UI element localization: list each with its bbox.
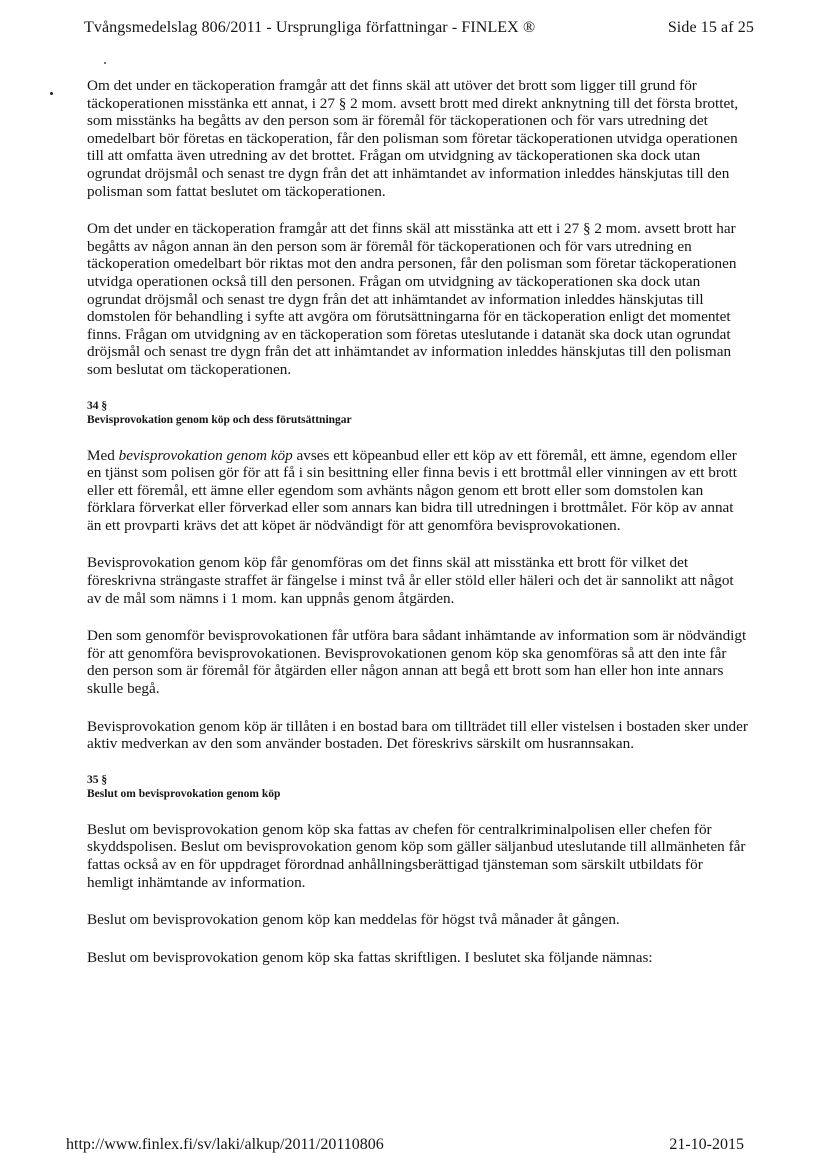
page-number: Side 15 af 25 (667, 19, 754, 36)
document-body (87, 77, 748, 986)
text-run: avses ett köpeanbud eller ett köp av ett föremål, ett ämne, egendom eller en tjänst som polisen gör för att få i sin besittning eller finna bevis i ett brottmål eller vinningen av ett brott eller ett föremål, ett ämne eller egendom som avhänts någon genom ett brott eller som domstolen kan förklara förverkat eller förverkad eller som annars kan bidra till utredningen i brottmålet. För köp av annat än ett provparti krävs det att köpet är nödvändigt för att genomföra bevisprovokationen. (87, 446, 737, 534)
section-title: Beslut om bevisprovokation genom köp (87, 787, 281, 800)
section-number: 35 § (87, 773, 108, 786)
paragraph: Bevisprovokation genom köp får genomföras om det finns skäl att misstänka ett brott för vilket det föreskrivna strängaste straffet är fängelse i minst två år eller stöld eller häleri och det är sannolikt att något av de mål som nämns i 1 mom. kan uppnås genom åtgärden. (87, 554, 734, 607)
text-run: Med (87, 446, 119, 464)
source-url: http://www.finlex.fi/sv/laki/alkup/2011/20110806 (66, 1136, 384, 1153)
section-title: Bevisprovokation genom köp och dess förutsättningar (87, 413, 352, 426)
print-date: 21-10-2015 (669, 1136, 744, 1153)
document-title: Tvångsmedelslag 806/2011 - Ursprungliga författningar - FINLEX ® (84, 19, 536, 36)
section-number: 34 § (87, 399, 108, 412)
paragraph: Beslut om bevisprovokation genom köp kan meddelas för högst två månader åt gången. (87, 911, 620, 929)
page-footer (66, 1135, 744, 1155)
paragraph: Om det under en täckoperation framgår att det finns skäl att misstänka att ett i 27 § 2 mom. avsett brott har begåtts av någon annan än den person som är föremål för täckoperationen och för vars utredning en täckoperation omedelbart bör riktas mot den andra personen, får den polisman som företar täckoperationen utvidga operationen också till den personen. Frågan om utvidgning av täckoperationen ska dock utan ogrundat dröjsmål och senast tre dygn från det att inhämtandet av information inleddes hänskjutas till domstolen för behandling i syfte att avgöra om förutsättningarna för en täckoperation enligt det momentet finns. Frågan om utvidgning av en täckoperation som företas uteslutande i datanät ska dock utan ogrundat dröjsmål och senast tre dygn från det att inhämtandet av information inleddes hänskjutas till den polisman som beslutat om täckoperationen. (87, 220, 737, 378)
paragraph: Beslut om bevisprovokation genom köp ska fattas av chefen för centralkriminalpolisen eller chefen för skyddspolisen. Beslut om bevisprovokation genom köp som gäller säljanbud uteslutande till allmänheten får fattas också av en för uppdraget förordnad anhållningsberättigad tjänsteman som särskilt utbildats för hemligt inhämtande av information. (87, 820, 746, 891)
page-header (84, 18, 754, 38)
defined-term: bevisprovokation genom köp (118, 446, 293, 464)
paragraph: Den som genomför bevisprovokationen får utföra bara sådant inhämtande av information som är nödvändigt för att genomföra bevisprovokationen. Bevisprovokationen genom köp ska genomföras så att den inte får den person som är föremål för åtgärden eller någon annan att begå ett brott som han eller hon inte annars skulle begå. (87, 627, 747, 698)
paragraph: Om det under en täckoperation framgår att det finns skäl att utöver det brott som ligger till grund för täckoperationen misstänka ett annat, i 27 § 2 mom. avsett brott med direkt anknytning till det första brottet, som misstänks ha begåtts av den person som är föremål för täckoperationen och för vars utredning det omedelbart bör företas en täckoperation, får den polisman som företar täckoperationen utvidga operationen till att omfatta även utredning av det brottet. Frågan om utvidgning av täckoperationen ska dock utan ogrundat dröjsmål och senast tre dygn från det att inhämtandet av information inleddes hänskjutas till den polisman som fattat beslutet om täckoperationen. (87, 77, 739, 200)
scan-speck (104, 62, 106, 64)
paragraph (87, 447, 748, 535)
scan-speck (50, 92, 53, 95)
paragraph: Bevisprovokation genom köp är tillåten i en bostad bara om tillträdet till eller vistelsen i bostaden sker under aktiv medverkan av den som använder bostaden. Det föreskrivs särskilt om husrannsakan. (87, 717, 748, 753)
paragraph: Beslut om bevisprovokation genom köp ska fattas skriftligen. I beslutet ska följande nämnas: (87, 948, 653, 966)
